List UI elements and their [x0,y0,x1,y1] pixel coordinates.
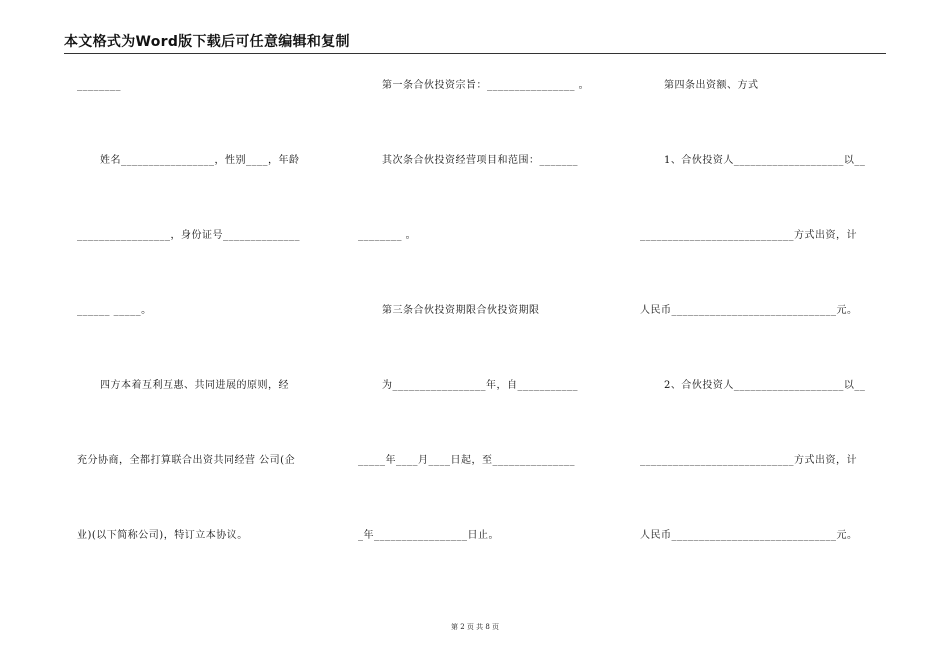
document-header: 本文格式为Word版下载后可任意编辑和复制 [64,34,350,50]
right-line-5: 2、合伙投资人____________________以__ [664,380,866,391]
right-line-1: 第四条出资额、方式 [664,80,759,91]
left-line-2: 姓名_________________，性别____，年龄 [100,155,300,166]
left-line-6: 充分协商，全都打算联合出资共同经营 公司(企 [77,455,296,466]
middle-line-5: 为_________________年，自___________ [382,380,578,391]
left-line-7: 业)(以下简称公司)，特订立本协议。 [77,530,248,541]
header-rule [64,53,886,54]
right-line-3: ____________________________方式出资，计 [640,230,857,241]
right-line-6: ____________________________方式出资，计 [640,455,857,466]
middle-line-1: 第一条合伙投资宗旨：________________ 。 [382,80,590,91]
right-line-4: 人民币______________________________元。 [640,305,858,316]
left-line-3: _________________，身份证号______________ [77,230,300,241]
middle-line-3: ________ 。 [358,230,417,241]
right-line-2: 1、合伙投资人____________________以__ [664,155,866,166]
right-line-7: 人民币______________________________元。 [640,530,858,541]
left-line-5: 四方本着互利互惠、共同进展的原则，经 [100,380,289,391]
left-line-4: ______ _____。 [77,305,152,316]
middle-line-4: 第三条合伙投资期限合伙投资期限 [382,305,540,316]
middle-line-6: _____年____月____日起，至_______________ [358,455,575,466]
left-line-1: ________ [77,80,121,91]
middle-line-2: 其次条合伙投资经营项目和范围：_______ [382,155,578,166]
page-number: 第 2 页 共 8 页 [450,623,500,631]
middle-line-7: _年_________________日止。 [358,530,499,541]
